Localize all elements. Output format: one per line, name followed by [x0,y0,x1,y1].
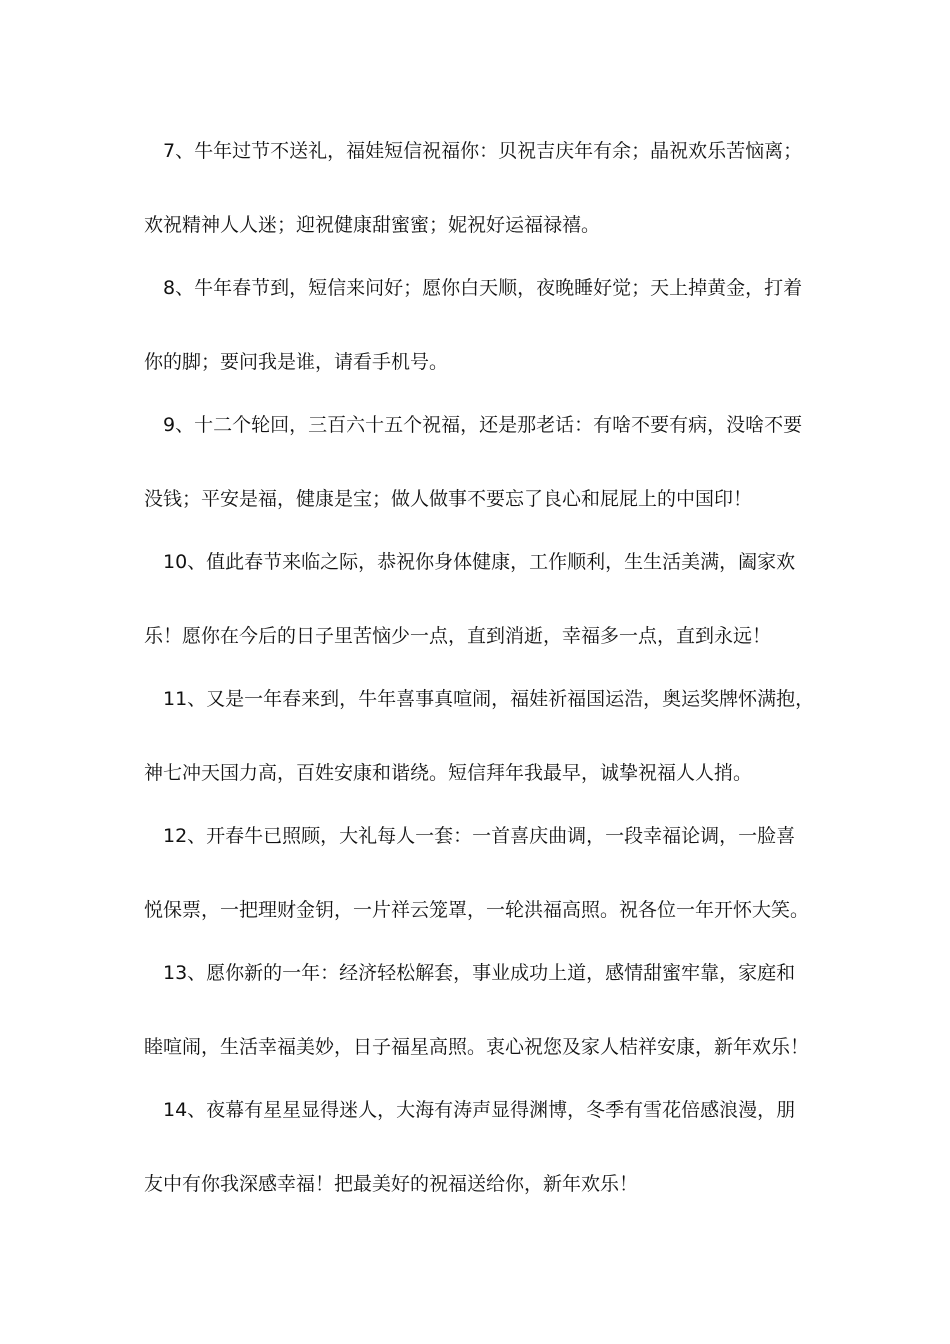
paragraph-8-line-2: 你的脚；要问我是谁，请看手机号。 [144,351,449,373]
paragraph-7-line-2: 欢祝精神人人迷；迎祝健康甜蜜蜜；妮祝好运福禄禧。 [144,214,601,236]
paragraph-13-line-2: 睦喧闹，生活幸福美妙，日子福星高照。衷心祝您及家人桔祥安康，新年欢乐！ [144,1036,810,1058]
paragraph-11-line-2: 神七冲天国力高，百姓安康和谐绕。短信拜年我最早，诚挚祝福人人捎。 [144,762,753,784]
paragraph-10-line-2: 乐！愿你在今后的日子里苦恼少一点，直到消逝，幸福多一点，直到永远！ [144,625,772,647]
paragraph-14-line-1: 14、夜幕有星星显得迷人，大海有涛声显得渊博，冬季有雪花倍感浪漫，朋 [163,1099,796,1121]
paragraph-10-line-1: 10、值此春节来临之际，恭祝你身体健康，工作顺利，生生活美满，阖家欢 [163,551,796,573]
paragraph-13-line-1: 13、愿你新的一年：经济轻松解套，事业成功上道，感情甜蜜牢靠，家庭和 [163,962,796,984]
paragraph-12-line-2: 悦保票，一把理财金钥，一片祥云笼罩，一轮洪福高照。祝各位一年开怀大笑。 [144,899,810,921]
paragraph-7-line-1: 7、牛年过节不送礼，福娃短信祝福你：贝祝吉庆年有余；晶祝欢乐苦恼离； [163,140,803,162]
paragraph-11-line-1: 11、又是一年春来到，牛年喜事真喧闹，福娃祈福国运浩，奥运奖牌怀满抱， [163,688,815,710]
paragraph-14-line-2: 友中有你我深感幸福！把最美好的祝福送给你，新年欢乐！ [144,1173,639,1195]
paragraph-8-line-1: 8、牛年春节到，短信来问好；愿你白天顺，夜晚睡好觉；天上掉黄金，打着 [163,277,803,299]
paragraph-9-line-1: 9、十二个轮回，三百六十五个祝福，还是那老话：有啥不要有病，没啥不要 [163,414,803,436]
paragraph-9-line-2: 没钱；平安是福，健康是宝；做人做事不要忘了良心和屁屁上的中国印！ [144,488,753,510]
paragraph-12-line-1: 12、开春牛已照顾，大礼每人一套：一首喜庆曲调，一段幸福论调，一脸喜 [163,825,796,847]
